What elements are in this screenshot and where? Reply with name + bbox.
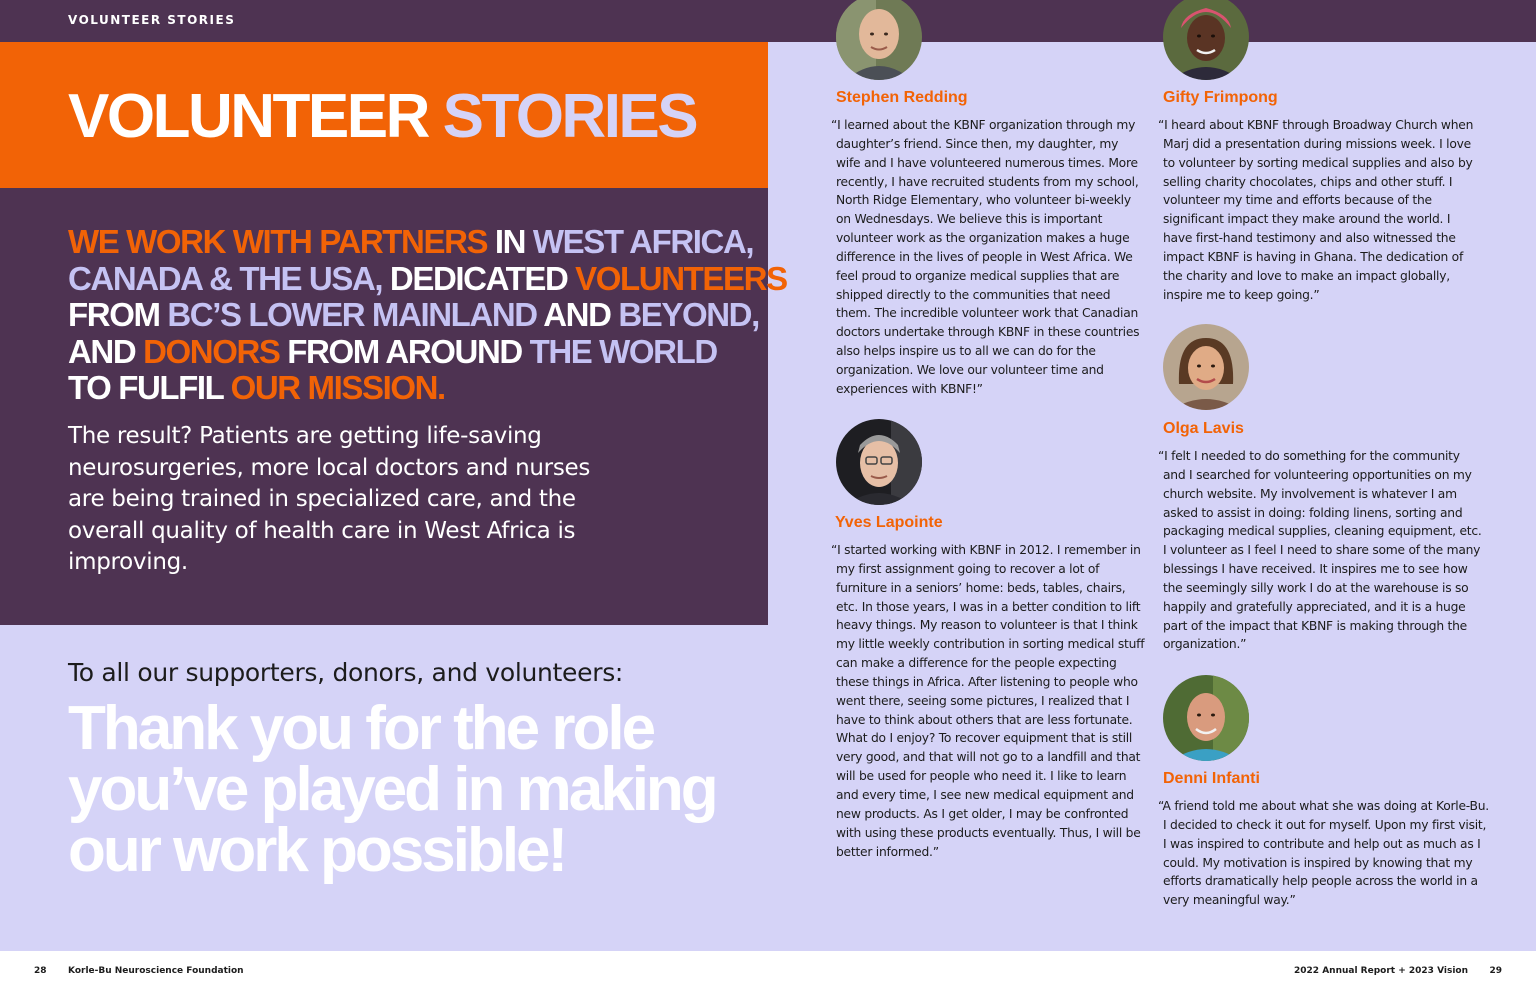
headline-segment: OUR MISSION. <box>230 369 445 406</box>
volunteer-name-denni-infanti: Denni Infanti <box>1163 770 1260 787</box>
volunteer-quote-olga-lavis: “I felt I needed to do something for the community and I searched for volunteering opportunities on my church website. My involvement is whatever I am asked to assist in doing: folding linens, sorting and packaging medical supplies, cleaning equipment, etc. I volunteer as I feel I need to share some of the many blessings I have received. It inspires me to see how the seemingly silly work I do at the warehouse is so happily and gratefully appreciated, and it is a huge part of the impact that KBNF is making through the organization.” <box>1158 449 1482 652</box>
footer-report-title: 2022 Annual Report + 2023 Vision <box>1294 966 1468 976</box>
headline-row <box>68 224 758 261</box>
portrait-icon <box>836 0 922 80</box>
volunteer-name-gifty-frimpong: Gifty Frimpong <box>1163 89 1278 106</box>
headline-segment: TO FULFIL <box>68 369 231 406</box>
result-paragraph: The result? Patients are getting life-saving neurosurgeries, more local doctors and nurses are being trained in specialized care, and the overall quality of health care in West Africa is improving. <box>68 423 591 575</box>
headline-segment: DEDICATED <box>382 259 576 297</box>
headline-row <box>68 334 758 371</box>
page-title-part1: VOLUNTEER <box>68 82 428 151</box>
volunteer-quote-yves-lapointe: “I started working with KBNF in 2012. I remember in my first assignment going to recover a lot of furniture in a seniors’ home: beds, tables, chairs, etc. In those years, I was in a better condition to lift heavy things. My reason to volunteer is that I think my little weekly contribution in sorting medical stuff can make a difference for the people expecting these things in Africa. After listening to people who went there, seeing some pictures, I realized that I have to think about others that are less fortunate. What do I enjoy? To recover equipment that is still very good, and that will not go to a landfill and that will be used for people who need it. I like to learn and every time, I see new medical equipment and new products. As I get older, I may be confronted with using these products eventually. Thus, I will be better informed.” <box>831 543 1145 859</box>
headline-row <box>68 297 758 334</box>
headline-row <box>68 370 758 407</box>
avatar-denni-infanti-photo <box>1163 675 1249 761</box>
headline-segment: IN <box>487 223 533 260</box>
portrait-icon <box>1163 324 1249 410</box>
mission-headline <box>68 223 787 407</box>
headline-segment: WEST AFRICA, <box>532 223 754 260</box>
section-label: VOLUNTEER STORIES <box>68 13 236 27</box>
volunteer-quote-gifty-frimpong: “I heard about KBNF through Broadway Church when Marj did a presentation during missions week. I love to volunteer by sorting medical supplies and also by selling charity chocolates, chips and other stuff. I volunteer my time and efforts because of the significant impact they make around the world. I have first-hand testimony and also witnessed the impact KBNF is having in Ghana. The dedication of the charity and love to make an impact globally, inspire me to keep going.” <box>1158 118 1474 302</box>
volunteer-name-stephen-redding: Stephen Redding <box>836 89 968 106</box>
thank-you-message: Thank you for the role you’ve played in making our work possible! <box>68 694 716 885</box>
volunteer-quote-denni-infanti: “A friend told me about what she was doing at Korle-Bu. I decided to check it out for myself. Upon my first visit, I was inspired to contribute and help out as much as I could. My motivation is inspired by knowing that my efforts dramatically help people across the world in a very meaningful way.” <box>1158 799 1489 908</box>
headline-row <box>68 259 787 298</box>
headline-segment: DONORS <box>143 332 280 370</box>
headline-segment: THE WORLD <box>529 332 717 370</box>
page-title <box>68 82 696 152</box>
footer-org-name: Korle-Bu Neuroscience Foundation <box>68 966 244 976</box>
headline-segment: BC’S LOWER MAINLAND <box>167 296 537 333</box>
volunteer-name-yves-lapointe: Yves Lapointe <box>835 514 943 531</box>
headline-segment: AND <box>536 296 619 333</box>
avatar-stephen-redding-photo <box>836 0 922 80</box>
headline-segment: VOLUNTEERS <box>575 259 787 297</box>
portrait-icon <box>1163 0 1249 80</box>
avatar-olga-lavis-photo <box>1163 324 1249 410</box>
supporters-intro: To all our supporters, donors, and volunteers: <box>68 658 624 687</box>
headline-segment: BEYOND, <box>618 296 759 333</box>
headline-segment: AND <box>68 332 144 370</box>
page-number-right: 29 <box>1489 966 1502 976</box>
volunteer-quote-stephen-redding: “I learned about the KBNF organization through my daughter’s friend. Since then, my daughter, my wife and I have volunteered numerous times. More recently, I have recruited students from my school, North Ridge Elementary, who volunteer bi-weekly on Wednesdays. We believe this is important volunteer work as the organization makes a huge difference in the lives of people in West Africa. We feel proud to organize medical supplies that are shipped directly to the communities that need them. The incredible volunteer work that Canadian doctors undertake through KBNF in these countries also helps inspire us to all we can do for the organization. We love our volunteer time and experiences with KBNF!” <box>831 118 1140 396</box>
avatar-yves-lapointe-photo <box>836 419 922 505</box>
page-title-part2: STORIES <box>442 82 697 151</box>
portrait-icon <box>836 419 922 505</box>
headline-segment: FROM <box>68 296 168 333</box>
avatar-gifty-frimpong-photo <box>1163 0 1249 80</box>
headline-segment: WE WORK WITH PARTNERS <box>68 223 488 260</box>
portrait-icon <box>1163 675 1249 761</box>
page-number-left: 28 <box>34 966 47 976</box>
headline-segment: FROM AROUND <box>279 332 530 370</box>
headline-segment: CANADA & THE USA, <box>68 259 383 297</box>
volunteer-name-olga-lavis: Olga Lavis <box>1163 420 1244 437</box>
